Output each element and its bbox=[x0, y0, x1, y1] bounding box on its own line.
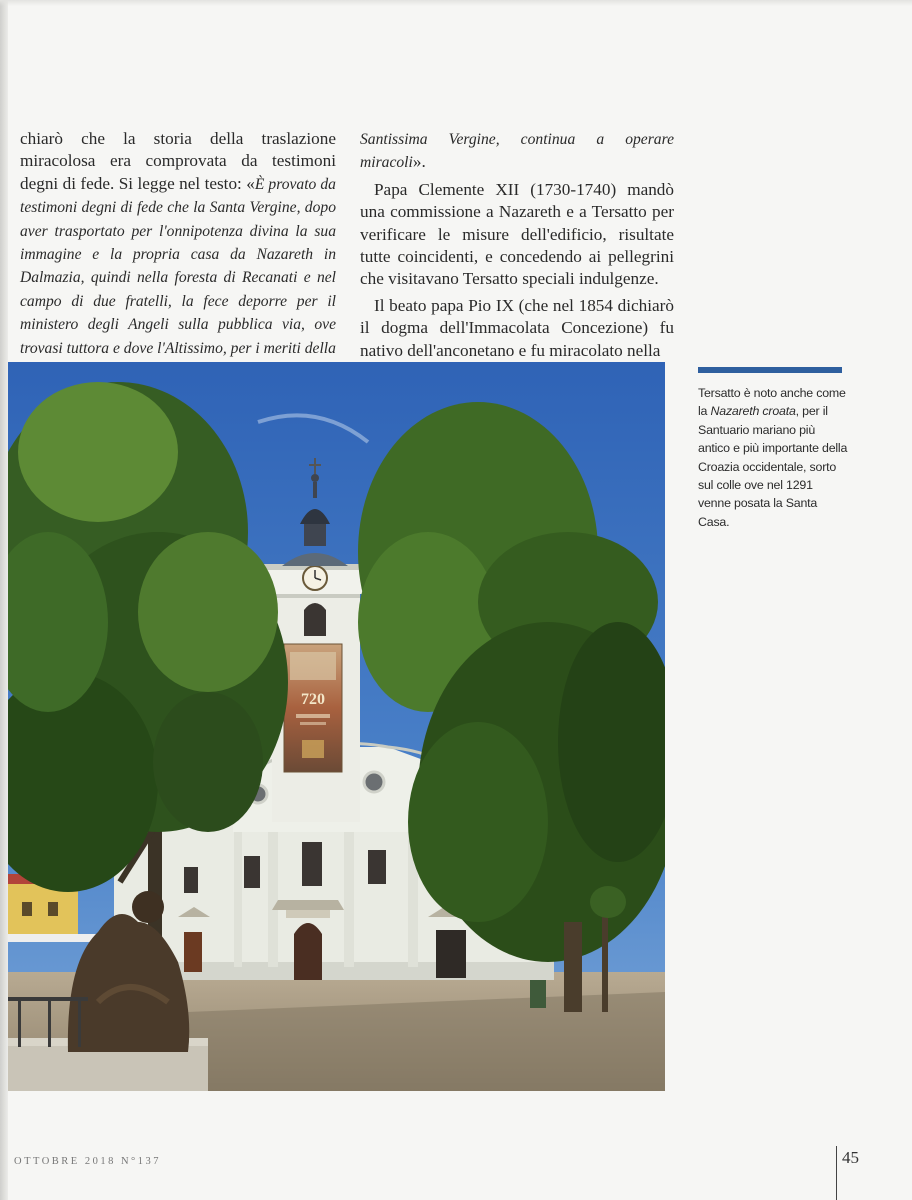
article-column-left bbox=[20, 128, 336, 360]
church-photograph bbox=[8, 362, 665, 1091]
page-number: 45 bbox=[842, 1148, 859, 1167]
paragraph-text: chiarò che la storia della traslazione miracolosa era comprovata da testimoni degni di fede. Si legge nel testo: « bbox=[20, 129, 336, 193]
caption-text: Tersatto è noto anche come la bbox=[698, 386, 846, 419]
trash-bin bbox=[530, 980, 546, 1008]
quote-ending bbox=[360, 128, 674, 175]
banner-number: 720 bbox=[301, 691, 325, 708]
photo-caption bbox=[698, 384, 848, 531]
article-paragraph: Il beato papa Pio IX (che nel 1854 dichiarò il dogma dell'Immacolata Concezione) fu nativo dell'anconetano e fu miracolato nella bbox=[360, 295, 674, 360]
caption-text-end: , per il Santuario mariano più antico e più importante della Croazia occidentale, sorto sul colle ove nel 1291 venne posata la Santa Casa. bbox=[698, 404, 848, 529]
caption-emphasis: Nazareth croata bbox=[710, 404, 796, 419]
page-binding-edge bbox=[0, 0, 8, 1200]
caption-accent-rule bbox=[698, 367, 842, 373]
article-column-right bbox=[360, 128, 674, 362]
article-paragraph bbox=[20, 128, 336, 360]
issue-footer: OTTOBRE 2018 N°137 bbox=[14, 1156, 162, 1167]
page-top-shadow bbox=[0, 0, 912, 6]
italic-quote-end: Santissima Vergine, continua a operare miracoli bbox=[360, 131, 674, 172]
italic-quote: È provato da testimoni degni di fede che la Santa Vergine, dopo aver trasportato per l'onnipotenza divina la sua immagine e la propria casa da Nazareth in Dalmazia, quindi nella foresta di Recanati e nel campo di due fratelli, la fece deporre per il ministero degli Angeli sulla pubblica via, ove trovasi tuttora e dove l'Altissimo, per i meriti della bbox=[20, 175, 336, 357]
quote-close-mark: ». bbox=[412, 152, 426, 172]
article-paragraph: Papa Clemente XII (1730-1740) mandò una commissione a Nazareth e a Tersatto per verificare le misure dell'edificio, risultate tutte coincidenti, e concedendo ai pellegrini che visitavano Tersatto speciali indulgenze. bbox=[360, 179, 674, 289]
footer-separator bbox=[836, 1146, 837, 1200]
